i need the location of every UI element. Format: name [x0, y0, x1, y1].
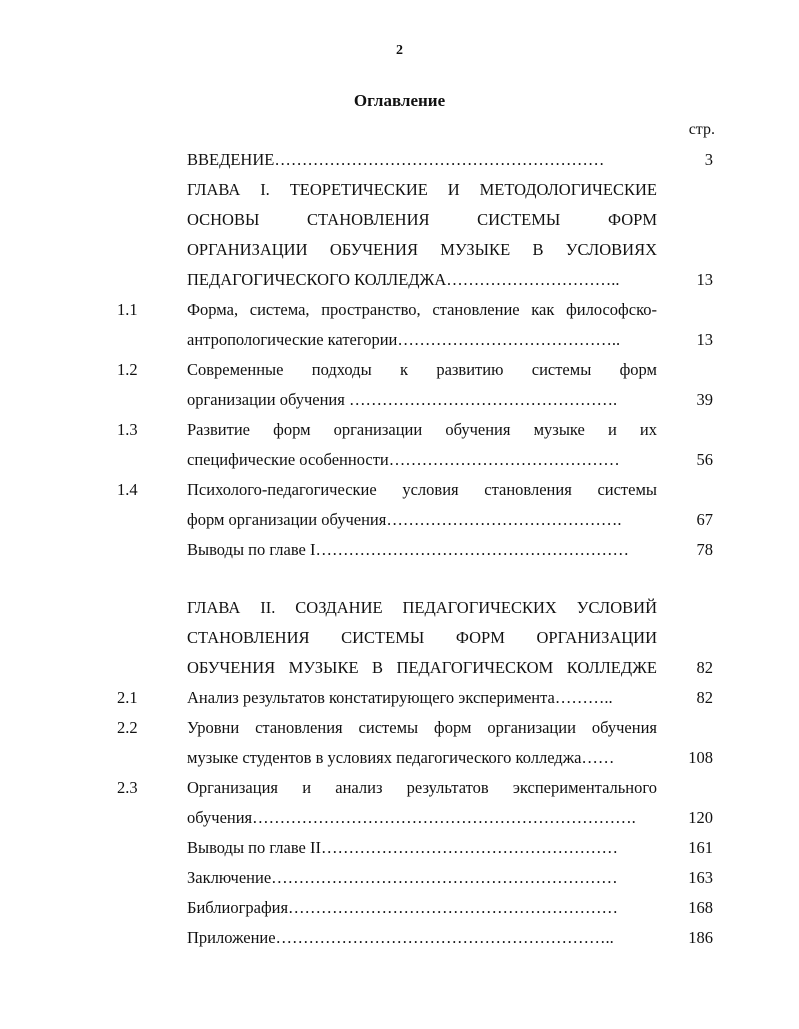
toc-page-section-1-4: 67: [696, 510, 713, 529]
page-number: 2: [396, 43, 403, 58]
toc-page-chapter-1-conclusions: 78: [696, 540, 713, 559]
intro-label: ВВЕДЕНИЕ: [187, 150, 275, 169]
section-1-3-line-2: специфические особенности……………………………………: [187, 450, 620, 469]
toc-entry-introduction: [187, 148, 657, 172]
section-1-3-line-1: Развитие форм организации обучения музыке и их: [187, 420, 657, 439]
page-column-header: стр.: [688, 121, 715, 138]
chapter-2-title-line-2: СТАНОВЛЕНИЯ СИСТЕМЫ ФОРМ ОРГАНИЗАЦИИ: [187, 628, 657, 647]
section-number-1-2: 1.2: [117, 360, 138, 379]
toc-page-section-2-2: 108: [688, 748, 713, 767]
section-2-3-line-2: обучения…………………………………………………………….: [187, 808, 636, 827]
toc-entry-appendix: Приложение……………………………………………………..: [187, 928, 614, 947]
chapter-1-title-line-2: ОСНОВЫ СТАНОВЛЕНИЯ СИСТЕМЫ ФОРМ: [187, 210, 657, 229]
chapter-1-title-line-3: ОРГАНИЗАЦИИ ОБУЧЕНИЯ МУЗЫКЕ В УСЛОВИЯХ: [187, 240, 657, 259]
section-number-2-3: 2.3: [117, 778, 138, 797]
section-number-1-3: 1.3: [117, 420, 138, 439]
toc-entry-bibliography: Библиография……………………………………………………: [187, 898, 619, 917]
section-1-2-line-2: организации обучения ………………………………………….: [187, 390, 618, 409]
section-number-2-1: 2.1: [117, 688, 138, 707]
intro-dots: ……………………………………………………: [274, 150, 605, 169]
chapter-1-conclusions: Выводы по главе I…………………………………………………: [187, 540, 629, 559]
toc-page-chapter-1: 13: [696, 270, 713, 289]
section-1-4-line-1: Психолого-педагогические условия становления системы: [187, 480, 657, 499]
toc-title: Оглавление: [353, 91, 446, 110]
toc-page-section-1-1: 13: [696, 330, 713, 349]
section-1-1-line-1: Форма, система, пространство, становление как философско-: [187, 300, 657, 319]
chapter-1-title-line-4: ПЕДАГОГИЧЕСКОГО КОЛЛЕДЖА…………………………..: [187, 270, 620, 289]
toc-page-section-1-3: 56: [696, 450, 713, 469]
toc-page-introduction: 3: [704, 150, 713, 169]
section-2-2-line-1: Уровни становления системы форм организации обучения: [187, 718, 657, 737]
chapter-2-title-line-1: ГЛАВА II. СОЗДАНИЕ ПЕДАГОГИЧЕСКИХ УСЛОВИЙ: [187, 598, 657, 617]
toc-page-bibliography: 168: [688, 898, 713, 917]
toc-entry-conclusion: Заключение………………………………………………………: [187, 868, 618, 887]
section-2-3-line-1: Организация и анализ результатов экспериментального: [187, 778, 657, 797]
toc-page-conclusion: 163: [688, 868, 713, 887]
chapter-2-conclusions: Выводы по главе II………………………………………………: [187, 838, 618, 857]
section-number-1-1: 1.1: [117, 300, 138, 319]
chapter-2-title-line-3: ОБУЧЕНИЯ МУЗЫКЕ В ПЕДАГОГИЧЕСКОМ КОЛЛЕДЖЕ: [187, 658, 657, 677]
section-2-2-line-2: музыке студентов в условиях педагогического колледжа……: [187, 748, 615, 767]
toc-page-section-2-1: 82: [696, 688, 713, 707]
toc-page-appendix: 186: [688, 928, 713, 947]
toc-page-section-1-2: 39: [696, 390, 713, 409]
section-number-2-2: 2.2: [117, 718, 138, 737]
section-1-4-line-2: форм организации обучения…………………………………….: [187, 510, 622, 529]
toc-page-chapter-2-conclusions: 161: [688, 838, 713, 857]
section-1-1-line-2: антропологические категории…………………………………..: [187, 330, 621, 349]
section-2-1-line-1: Анализ результатов констатирующего эксперимента………..: [187, 688, 613, 707]
toc-page-chapter-2: 82: [696, 658, 713, 677]
section-number-1-4: 1.4: [117, 480, 138, 499]
section-1-2-line-1: Современные подходы к развитию системы форм: [187, 360, 657, 379]
toc-page-section-2-3: 120: [688, 808, 713, 827]
chapter-1-title-line-1: ГЛАВА I. ТЕОРЕТИЧЕСКИЕ И МЕТОДОЛОГИЧЕСКИЕ: [187, 180, 657, 199]
